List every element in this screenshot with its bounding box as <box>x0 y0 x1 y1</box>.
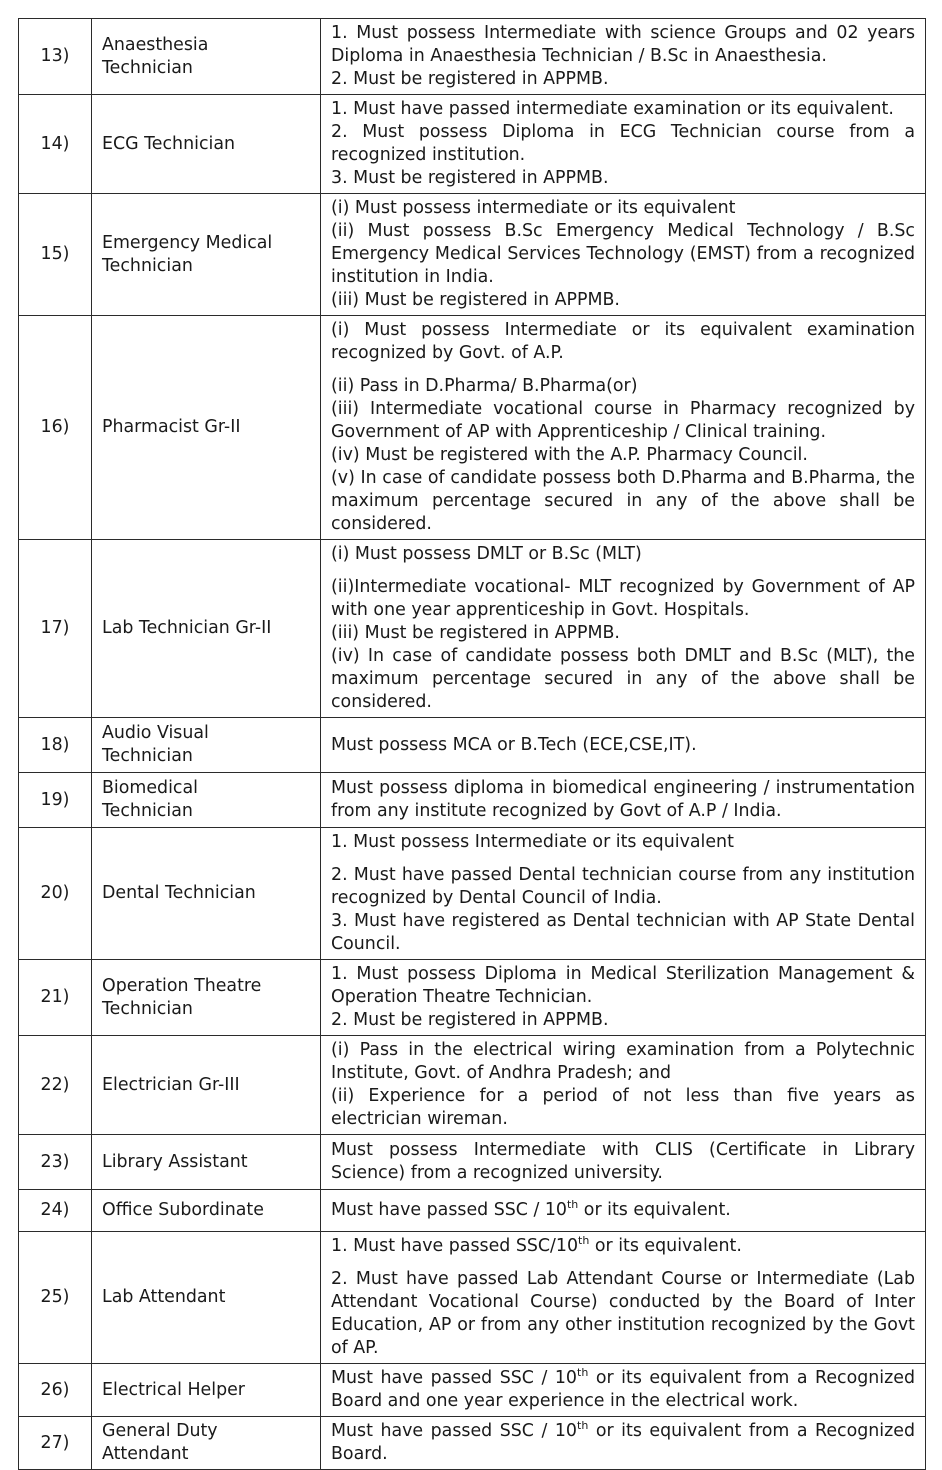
qualification-line: (ii) Pass in D.Pharma/ B.Pharma(or) <box>331 376 638 396</box>
qualification-line: (ii) Experience for a period of not less than five years as electrician wireman. <box>331 1086 915 1129</box>
table-row <box>19 1232 926 1364</box>
qualification-line: (ii)Intermediate vocational- MLT recognized by Government of AP with one year apprenticeship in Govt. Hospitals. <box>331 577 915 620</box>
post-name <box>92 960 321 1036</box>
qualifications-table-body <box>19 19 926 1470</box>
post-name <box>92 1232 321 1364</box>
qualification-cell <box>321 95 926 194</box>
table-row <box>19 1036 926 1135</box>
qualification-line: (iii) Must be registered in APPMB. <box>331 623 620 643</box>
row-number: 14) <box>19 95 92 194</box>
post-name <box>92 1036 321 1135</box>
table-row <box>19 960 926 1036</box>
qualification-line: 2. Must have passed Dental technician course from any institution recognized by Dental Council of India. <box>331 865 915 908</box>
table-row <box>19 540 926 718</box>
post-name-line: Technician <box>102 998 193 1019</box>
table-row <box>19 194 926 316</box>
qualification-line: Must possess Intermediate with CLIS (Certificate in Library Science) from a recognized university. <box>331 1140 915 1183</box>
qualification-cell <box>321 960 926 1036</box>
post-name-line: Attendant <box>102 1444 189 1464</box>
row-number: 20) <box>19 828 92 960</box>
qualification-text: Must have passed SSC / 10 <box>331 1200 567 1220</box>
post-name <box>92 1190 321 1232</box>
table-row <box>19 19 926 95</box>
qualification-cell <box>321 19 926 95</box>
qualification-line: 2. Must be registered in APPMB. <box>331 1010 609 1030</box>
qualification-line <box>331 1420 915 1466</box>
ordinal-superscript: th <box>577 1419 589 1433</box>
qualification-line: (iv) In case of candidate possess both DMLT and B.Sc (MLT), the maximum percentage secured in any of the above shall be considered. <box>331 646 915 712</box>
qualification-line: 3. Must be registered in APPMB. <box>331 168 609 188</box>
qualification-line: (i) Pass in the electrical wiring examination from a Polytechnic Institute, Govt. of Andhra Pradesh; and <box>331 1040 915 1083</box>
qualification-line: Must possess MCA or B.Tech (ECE,CSE,IT). <box>331 734 697 755</box>
post-name-line: Technician <box>102 801 193 821</box>
qualification-cell <box>321 1135 926 1190</box>
qualification-line: 1. Must have passed intermediate examination or its equivalent. <box>331 99 894 119</box>
qualification-line: (iii) Must be registered in APPMB. <box>331 290 620 310</box>
qualification-cell <box>321 540 926 718</box>
post-name-line: Technician <box>102 255 193 276</box>
qualification-line <box>331 1367 915 1413</box>
qualification-cell <box>321 194 926 316</box>
qualification-line: (ii) Must possess B.Sc Emergency Medical Technology / B.Sc Emergency Medical Services Technology (EMST) from a recognized institution in India. <box>331 221 915 287</box>
post-name-line: General Duty <box>102 1421 218 1441</box>
qualifications-table <box>18 18 926 1470</box>
table-row <box>19 1190 926 1232</box>
qualification-line: (i) Must possess DMLT or B.Sc (MLT) <box>331 544 642 564</box>
ordinal-superscript: th <box>577 1366 589 1380</box>
qualification-cell <box>321 1190 926 1232</box>
qualification-cell <box>321 1417 926 1470</box>
table-row <box>19 95 926 194</box>
table-row <box>19 316 926 540</box>
qualification-line: 2. Must have passed Lab Attendant Course or Intermediate (Lab Attendant Vocational Course) conducted by the Board of Inter Education, AP or from any other institution recognized by the Govt of AP. <box>331 1269 915 1358</box>
row-number: 21) <box>19 960 92 1036</box>
row-number: 17) <box>19 540 92 718</box>
post-name-line: Emergency Medical <box>102 232 273 253</box>
qualification-line: (i) Must possess intermediate or its equivalent <box>331 198 736 218</box>
post-name-line: Biomedical <box>102 778 198 798</box>
table-row <box>19 718 926 773</box>
table-row <box>19 828 926 960</box>
ordinal-superscript: th <box>566 1198 579 1212</box>
qualification-line: (iv) Must be registered with the A.P. Pharmacy Council. <box>331 445 808 465</box>
post-name <box>92 773 321 828</box>
qualification-cell <box>321 1364 926 1417</box>
qualification-line <box>331 1235 915 1258</box>
qualification-line <box>331 1199 915 1222</box>
post-name-line: ECG Technician <box>102 133 236 154</box>
row-number: 16) <box>19 316 92 540</box>
qualification-line: 2. Must possess Diploma in ECG Technician course from a recognized institution. <box>331 122 915 165</box>
post-name-line: Operation Theatre <box>102 975 262 996</box>
qualification-cell <box>321 1232 926 1364</box>
post-name-line: Office Subordinate <box>102 1200 264 1220</box>
row-number: 23) <box>19 1135 92 1190</box>
post-name-line: Pharmacist Gr-II <box>102 417 241 437</box>
post-name <box>92 1364 321 1417</box>
post-name <box>92 316 321 540</box>
qualification-cell <box>321 316 926 540</box>
row-number: 27) <box>19 1417 92 1470</box>
qualification-cell <box>321 1036 926 1135</box>
qualification-line: Must possess diploma in biomedical engineering / instrumentation from any institute recognized by Govt of A.P / India. <box>331 778 915 821</box>
row-number: 26) <box>19 1364 92 1417</box>
qualification-line: 2. Must be registered in APPMB. <box>331 69 609 89</box>
row-number: 22) <box>19 1036 92 1135</box>
qualification-line: 1. Must possess Intermediate with science Groups and 02 years Diploma in Anaesthesia Technician / B.Sc in Anaesthesia. <box>331 23 915 66</box>
post-name <box>92 95 321 194</box>
table-row <box>19 1364 926 1417</box>
qualification-line: (i) Must possess Intermediate or its equivalent examination recognized by Govt. of A.P. <box>331 320 915 363</box>
post-name-line: Dental Technician <box>102 883 256 903</box>
qualification-text: or its equivalent from a Recognized Board. <box>331 1421 916 1464</box>
qualification-line: (iii) Intermediate vocational course in Pharmacy recognized by Government of AP with Apprenticeship / Clinical training. <box>331 399 915 442</box>
post-name-line: Electrical Helper <box>102 1379 245 1400</box>
qualification-line: (v) In case of candidate possess both D.Pharma and B.Pharma, the maximum percentage secured in any of the above shall be considered. <box>331 468 915 534</box>
row-number: 19) <box>19 773 92 828</box>
post-name-line: Electrician Gr-III <box>102 1074 240 1095</box>
qualification-cell <box>321 828 926 960</box>
post-name-line: Audio Visual <box>102 723 209 743</box>
qualification-line: 3. Must have registered as Dental technician with AP State Dental Council. <box>331 911 915 954</box>
qualification-text: or its equivalent. <box>578 1200 731 1220</box>
post-name-line: Lab Attendant <box>102 1287 226 1307</box>
qualification-text: or its equivalent from a Recognized Board and one year experience in the electrical work. <box>331 1368 916 1411</box>
post-name <box>92 828 321 960</box>
table-row <box>19 773 926 828</box>
post-name-line: Technician <box>102 746 193 766</box>
table-row <box>19 1135 926 1190</box>
qualification-line: 1. Must possess Intermediate or its equivalent <box>331 832 734 852</box>
post-name-line: Library Assistant <box>102 1151 248 1172</box>
qualification-text: Must have passed SSC / 10 <box>331 1368 578 1388</box>
post-name <box>92 540 321 718</box>
row-number: 24) <box>19 1190 92 1232</box>
qualification-text: or its equivalent. <box>589 1236 742 1256</box>
qualifications-document <box>18 18 926 1470</box>
qualification-cell <box>321 773 926 828</box>
post-name <box>92 194 321 316</box>
row-number: 13) <box>19 19 92 95</box>
post-name <box>92 1135 321 1190</box>
qualification-cell <box>321 718 926 773</box>
ordinal-superscript: th <box>578 1234 590 1248</box>
post-name-line: Technician <box>102 57 193 78</box>
row-number: 18) <box>19 718 92 773</box>
post-name <box>92 19 321 95</box>
qualification-text: 1. Must have passed SSC/10 <box>331 1236 579 1256</box>
post-name-line: Anaesthesia <box>102 34 209 55</box>
post-name <box>92 1417 321 1470</box>
qualification-line: 1. Must possess Diploma in Medical Sterilization Management & Operation Theatre Technician. <box>331 964 915 1007</box>
row-number: 15) <box>19 194 92 316</box>
row-number: 25) <box>19 1232 92 1364</box>
qualification-text: Must have passed SSC / 10 <box>331 1421 578 1441</box>
table-row <box>19 1417 926 1470</box>
post-name-line: Lab Technician Gr-II <box>102 618 272 638</box>
post-name <box>92 718 321 773</box>
